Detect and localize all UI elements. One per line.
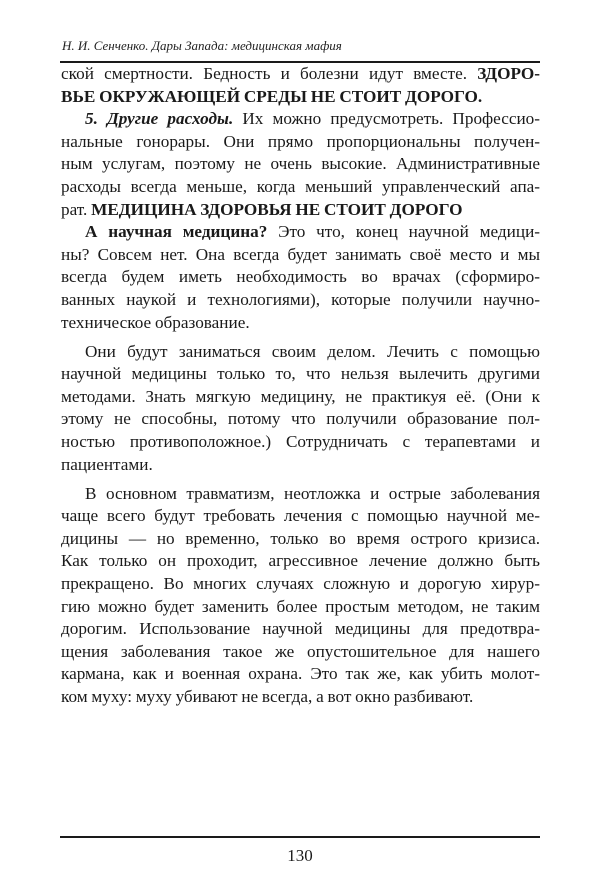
text-line: методами. Знать мягкую медицину, не практикуя её. (Они к — [61, 386, 540, 406]
text-line: пациентами. — [61, 454, 153, 474]
text-line: ком муху: муху убивают не всегда, а вот окно разбивают. — [61, 687, 474, 707]
text-line: Они будут заниматься своим делом. Лечить с помощью — [85, 341, 540, 361]
text-line: техническое образование. — [61, 312, 250, 332]
text-line — [61, 199, 540, 222]
text-line: научной медицины только то, что нельзя вылечить другими — [61, 364, 540, 384]
text-run: ской смертности. Бедность и болезни идут вместе. — [61, 64, 478, 83]
paragraph-1 — [61, 108, 540, 221]
text-line: Как только он проходит, агрессивное лечение должно быть — [61, 551, 540, 571]
text-line — [61, 63, 540, 86]
text-line: всегда будем иметь необходимость во врачах (сформиро- — [61, 267, 540, 287]
heading-run: ЗДОРО- — [477, 64, 540, 83]
paragraph-4 — [61, 483, 540, 709]
text-line — [61, 108, 540, 131]
text-line: В основном травматизм, неотложка и острые заболевания — [85, 483, 540, 503]
text-line: прекращено. Во многих случаях сложную и дорогую хирур- — [61, 574, 540, 594]
heading-run: МЕДИЦИНА ЗДОРОВЬЯ НЕ СТОИТ ДОРОГО — [91, 199, 463, 219]
text-line: дицины — но временно, только во время острого кризиса. — [61, 528, 540, 548]
text-line: кармана, как и военная охрана. Это так же, как убить молот- — [61, 664, 540, 684]
question-lead: А научная медицина? — [85, 222, 268, 242]
text-line: чаще всего будут требовать лечения с помощью научной ме- — [61, 506, 540, 526]
text-line: расходы всегда меньше, когда меньший управленческий апа- — [61, 176, 540, 196]
heading-line: ВЬЕ ОКРУЖАЮЩЕЙ СРЕДЫ НЕ СТОИТ ДОРОГО. — [61, 86, 483, 106]
text-line: ностью противоположное.) Сотрудничать с терапевтами и — [61, 432, 540, 451]
body-text — [61, 63, 540, 709]
text-run: Это что, конец научной медици- — [267, 222, 540, 242]
page-number: 130 — [287, 846, 313, 865]
footer-rule — [60, 836, 540, 838]
text-line: щения заболевания такое же опустошительное для нашего — [61, 641, 540, 661]
text-line: ным услугам, поэтому не очень высокие. Административные — [61, 154, 540, 174]
paragraph-2 — [61, 221, 540, 334]
text-line — [61, 221, 540, 244]
running-head: Н. И. Сенченко. Дары Запада: медицинская мафия — [62, 38, 342, 53]
paragraph-3 — [61, 341, 540, 477]
text-line: ны? Совсем нет. Она всегда будет занимать своё место и мы — [61, 244, 540, 264]
text-line: нальные гонорары. Они прямо пропорциональны получен- — [61, 131, 540, 151]
text-line: ванных наукой и технологиями), которые получили научно- — [61, 289, 540, 309]
text-line: гию можно будет заменить более простым методом, не таким — [61, 596, 540, 616]
section-lead: 5. Другие расходы. — [85, 109, 234, 129]
paragraph-0 — [61, 63, 540, 108]
text-run: рат. — [61, 199, 92, 219]
text-run: Их можно предусмотреть. Профессио- — [233, 109, 540, 129]
text-line: этому не способны, потому что получили образование пол- — [61, 409, 540, 429]
text-line: дорогим. Использование научной медицины для предотвра- — [61, 619, 540, 639]
